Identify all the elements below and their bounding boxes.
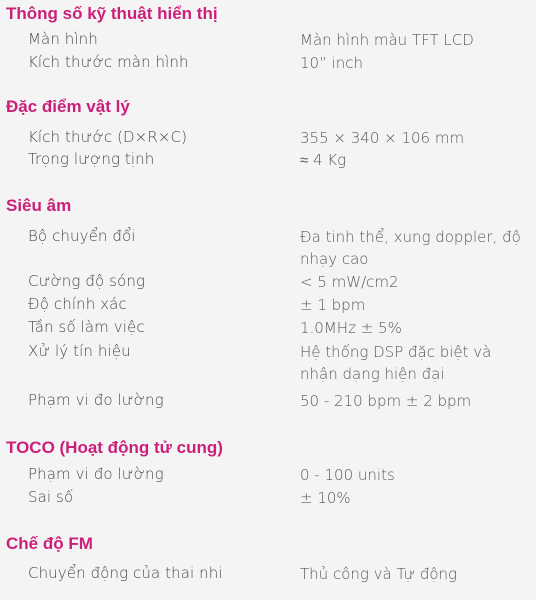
spec-label-transducer: Bộ chuyển đổi <box>28 227 136 245</box>
spec-label-range-toco: Phạm vi đo lường <box>28 465 164 483</box>
section-title-display: Thông số kỹ thuật hiển thị <box>6 4 218 23</box>
spec-label-screen: Màn hình <box>28 30 98 48</box>
spec-label-error: Sai số <box>28 488 74 506</box>
spec-value-screen: Màn hình màu TFT LCD <box>300 31 474 49</box>
spec-value-range-fhr: 50 - 210 bpm ± 2 bpm <box>300 392 472 410</box>
spec-value-dimensions: 355 × 340 × 106 mm <box>300 129 465 147</box>
spec-label-dimensions: Kích thước (D×R×C) <box>28 128 188 146</box>
spec-label-signal-processing: Xử lý tín hiệu <box>28 342 131 360</box>
spec-value-fetal-movement: Thủ công và Tự động <box>300 565 458 583</box>
section-title-physical: Đặc điểm vật lý <box>6 97 130 116</box>
spec-label-range-fhr: Phạm vi đo lường <box>28 391 164 409</box>
spec-label-accuracy: Độ chính xác <box>28 295 127 313</box>
spec-value-frequency: 1.0MHz ± 5% <box>300 319 402 337</box>
spec-label-screen-size: Kích thước màn hình <box>28 53 189 71</box>
spec-value-intensity: < 5 mW/cm2 <box>300 273 399 291</box>
spec-label-net-weight: Trọng lượng tịnh <box>28 150 155 168</box>
section-title-toco: TOCO (Hoạt động tử cung) <box>6 438 223 457</box>
spec-value-screen-size: 10” inch <box>300 54 364 72</box>
section-title-ultrasound: Siêu âm <box>6 196 72 215</box>
spec-value-accuracy: ± 1 bpm <box>300 296 366 314</box>
spec-value-error: ± 10% <box>300 489 351 507</box>
spec-value-transducer: Đa tinh thể, xung doppler, độ nhạy cao <box>300 228 521 268</box>
section-title-fm-mode: Chế độ FM <box>6 534 93 553</box>
spec-value-net-weight: ≈ 4 Kg <box>300 151 347 169</box>
spec-value-range-toco: 0 - 100 units <box>300 466 395 484</box>
spec-label-fetal-movement: Chuyển động của thai nhi <box>28 564 223 582</box>
spec-value-signal-processing: Hệ thống DSP đặc biệt và nhận dạng hiện đại <box>300 343 492 383</box>
spec-label-intensity: Cường độ sóng <box>28 272 146 290</box>
spec-label-frequency: Tần số làm việc <box>28 318 145 336</box>
